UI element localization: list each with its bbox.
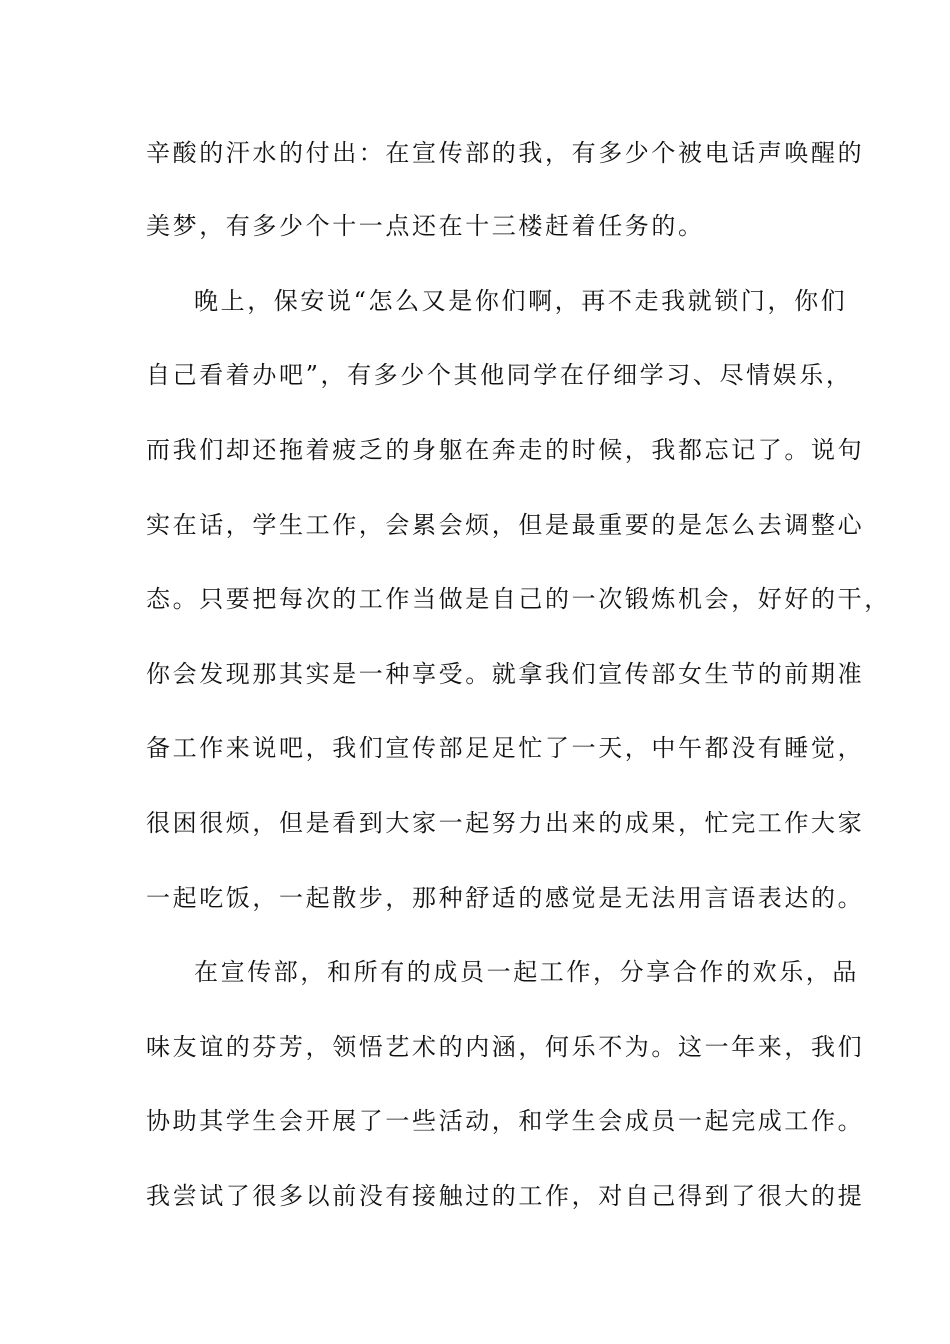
paragraph-first-line: 在宣传部，和所有的成员一起工作，分享合作的欢乐，品 <box>194 958 859 986</box>
text-line: 美梦，有多少个十一点还在十三楼赶着任务的。 <box>146 212 705 240</box>
text-line: 实在话，学生工作，会累会烦，但是最重要的是怎么去调整心 <box>146 511 865 539</box>
text-line: 协助其学生会开展了一些活动，和学生会成员一起完成工作。 <box>146 1107 865 1135</box>
text-line: 一起吃饭，一起散步，那种舒适的感觉是无法用言语表达的。 <box>146 884 865 912</box>
text-line: 很困很烦，但是看到大家一起努力出来的成果，忙完工作大家 <box>146 809 865 837</box>
text-line: 而我们却还拖着疲乏的身躯在奔走的时候，我都忘记了。说句 <box>146 436 865 464</box>
paragraph-first-line: 晚上，保安说“怎么又是你们啊，再不走我就锁门，你们 <box>194 287 848 315</box>
text-line: 你会发现那其实是一种享受。就拿我们宣传部女生节的前期准 <box>146 660 865 688</box>
text-line: 味友谊的芬芳，领悟艺术的内涵，何乐不为。这一年来，我们 <box>146 1033 865 1061</box>
text-line: 我尝试了很多以前没有接触过的工作，对自己得到了很大的提 <box>146 1182 865 1210</box>
text-line: 自己看着办吧”，有多少个其他同学在仔细学习、尽情娱乐， <box>146 361 853 389</box>
text-line: 辛酸的汗水的付出：在宣传部的我，有多少个被电话声唤醒的 <box>146 139 865 167</box>
text-line: 备工作来说吧，我们宣传部足足忙了一天，中午都没有睡觉， <box>146 734 865 762</box>
text-line: 态。只要把每次的工作当做是自己的一次锻炼机会，好好的干， <box>146 585 891 613</box>
